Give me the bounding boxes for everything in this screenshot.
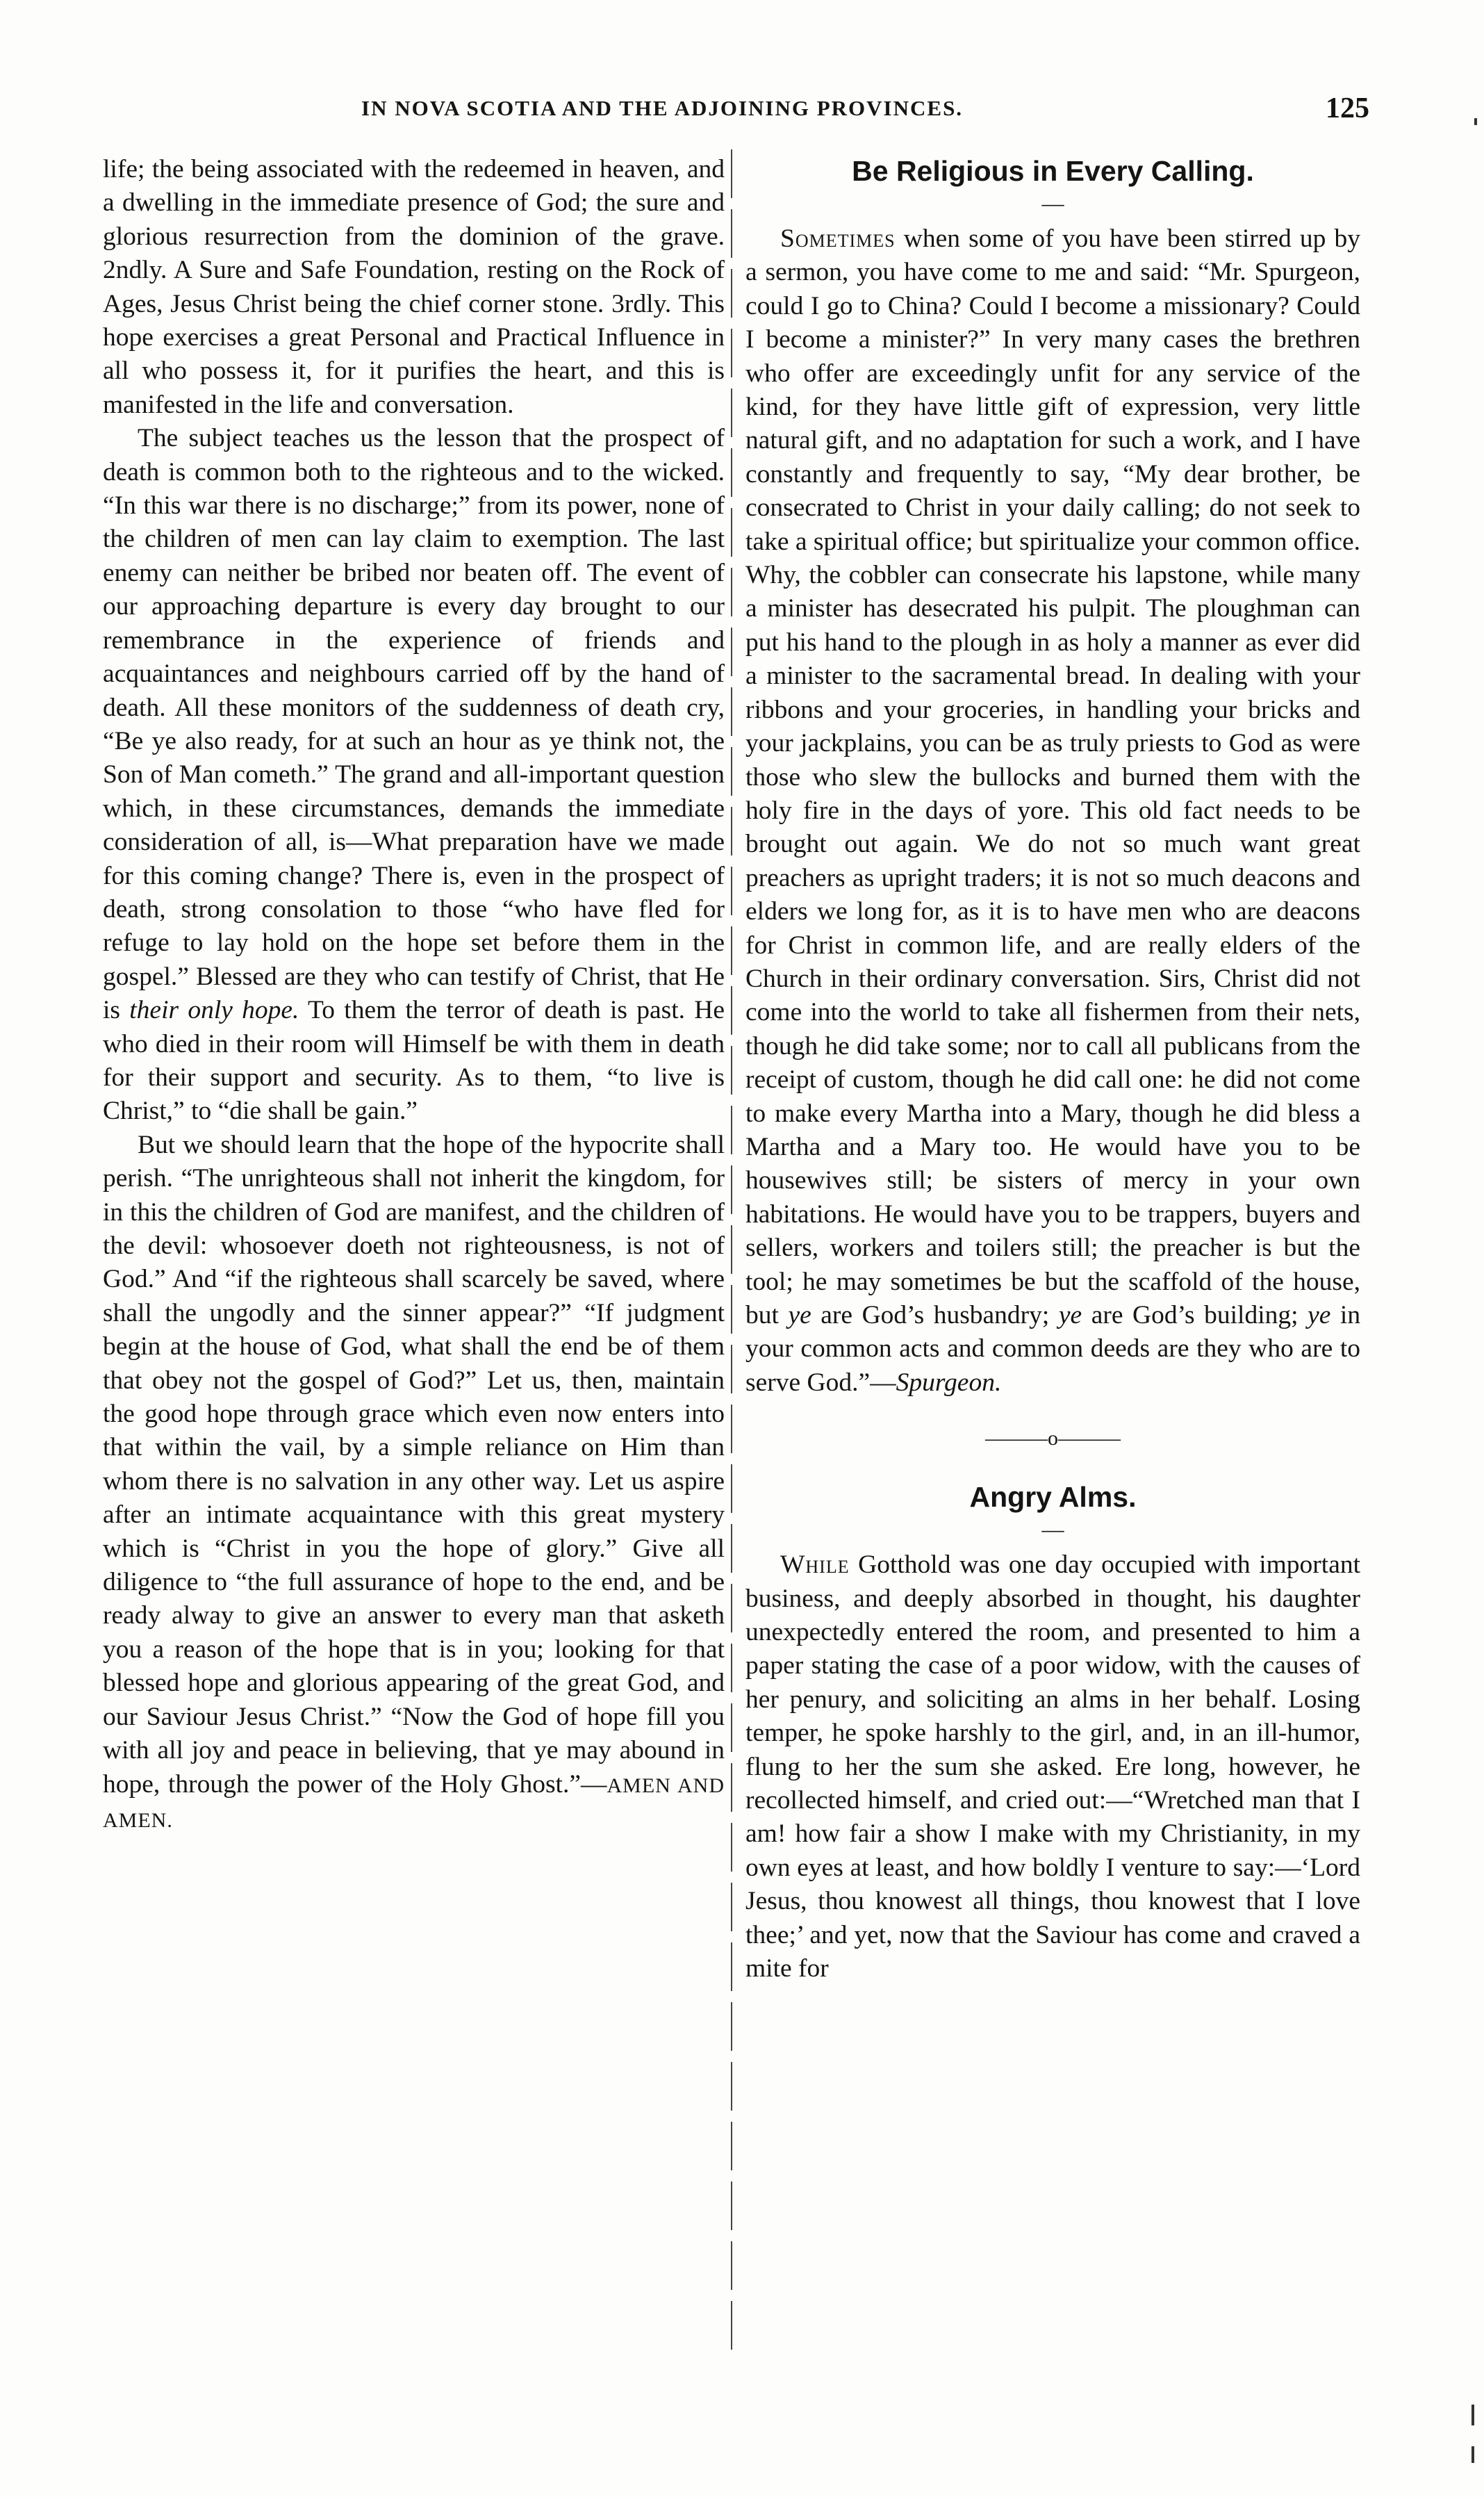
sermon-paragraph-2-emphasis: their only hope.: [129, 996, 299, 1025]
section-separator: ———o———: [985, 1427, 1121, 1450]
article-title-religious-calling: Be Religious in Every Calling.: [852, 155, 1254, 187]
article-body-text: Gotthold was one day occupied with important business, and deeply absorbed in thought, his daughter unexpectedly entered the room, and presented to him a paper stating the case of a poor widow, with the causes of her penury, and soliciting an alms in her behalf. Losing temper, he spoke harshly to the girl, and, in an ill-humor, flung to her the sum she asked. Ere long, however, he recollected himself, and cried out:—“Wretched man that I am! how fair a show I make with my Christianity, in my own eyes at least, and how boldly I venture to say:—‘Lord Jesus, thou knowest all things, thou knowest that I love thee;’ and yet, now that the Saviour has come and craved a mite for: [745, 1550, 1361, 1983]
running-head: [0, 92, 1484, 131]
title-dash: —: [1041, 1516, 1064, 1542]
article-body-text-2: are God’s husbandry;: [821, 1301, 1050, 1329]
article-lead-word: Sometimes: [780, 224, 896, 253]
article-body-text-4: in your common acts and common deeds are they who are to serve God.”—: [745, 1301, 1361, 1397]
right-column: [745, 153, 1360, 1986]
scan-speck: [1471, 2446, 1474, 2463]
column-divider: [731, 149, 732, 2352]
sermon-paragraph-3: [103, 1129, 725, 1838]
article-body-religious-calling: [745, 222, 1360, 1400]
scan-speck: [1474, 118, 1477, 125]
article-attribution: Spurgeon.: [896, 1368, 1002, 1397]
emphasis-ye: ye: [788, 1301, 811, 1329]
sermon-paragraph-2-text: The subject teaches us the lesson that the prospect of death is common both to the righteous and to the wicked. “In this war there is no discharge;” from its power, none of the children of men can lay claim to exemption. The last enemy can neither be bribed nor beaten off. The event of our approaching departure is every day brought to our remembrance in the experience of friends and acquaintances and neighbours carried off by the hand of death. All these monitors of the suddenness of death cry, “Be ye also ready, for at such an hour as ye think not, the Son of Man cometh.” The grand and all-important question which, in these circumstances, demands the immediate consideration of all, is—What preparation have we made for this coming change? There is, even in the prospect of death, strong consolation to those “who have fled for refuge to lay hold on the hope set before them in the gospel.” Blessed are they who can testify of Christ, that He is: [103, 424, 725, 1025]
sermon-paragraph-1: life; the being associated with the redeemed in heaven, and a dwelling in the immediate presence of God; the sure and glorious resurrection from the dominion of the grave. 2ndly. A Sure and Safe Foundation, resting on the Rock of Ages, Jesus Christ being the chief corner stone. 3rdly. This hope exercises a great Personal and Practical Influence in all who possess it, for it purifies the heart, and this is manifested in the life and conversation.: [103, 155, 725, 419]
article-body-angry-alms: [745, 1548, 1360, 1986]
left-column: [103, 153, 725, 1837]
emphasis-ye: ye: [1058, 1301, 1082, 1329]
article-lead-word: While: [780, 1550, 850, 1580]
page-number: 125: [1326, 92, 1369, 124]
article-body-text: when some of you have been stirred up by a sermon, you have come to me and said: “Mr. Spurgeon, could I go to China? Could I become a missionary? Could I become a minister?” In very many cases the brethren who offer are exceedingly unfit for any service of the kind, for they have little gift of expression, very little natural gift, and no adaptation for such a work, and I have constantly and frequently to say, “My dear brother, be consecrated to Christ in your daily calling; do not seek to take a spiritual office; but spiritualize your common office. Why, the cobbler can consecrate his lapstone, while many a minister has desecrated his pulpit. The ploughman can put his hand to the plough in as holy a manner as ever did a minister to the sacramental bread. In dealing with your ribbons and your groceries, in handling your bricks and your jackplains, you can be as truly priests to God as were those who slew the bullocks and burned them with the holy fire in the days of yore. This old fact needs to be brought out again. We do not so much want great preachers as upright traders; it is not so much deacons and elders we long for, as it is to have men who are deacons for Christ in common life, and are really elders of the Church in their ordinary conversation. Sirs, Christ did not come into the world to take all fishermen from their nets, though he did take some; nor to call all publicans from the receipt of custom, though he did call one: he did not come to make every Martha into a Mary, though he did bless a Martha and a Mary too. He would have you to be housewives still; be sisters of mercy in your own habitations. He would have you to be trappers, buyers and sellers, workers and toilers still; the preacher is but the tool; he may sometimes be but the scaffold of the house, but: [745, 224, 1360, 1329]
sermon-paragraph-2-tail: To them the terror of death is past. He who died in their room will Himself be with them in death for their support and security. As to them, “to live is Christ,” to “die shall be gain.”: [103, 996, 725, 1126]
title-dash: —: [1041, 190, 1064, 215]
running-title: IN NOVA SCOTIA AND THE ADJOINING PROVINCES.: [361, 96, 964, 120]
scan-speck: [1471, 2405, 1474, 2425]
article-title-angry-alms: Angry Alms.: [969, 1481, 1137, 1514]
sermon-signoff: AMEN AND AMEN.: [103, 1774, 725, 1832]
article-body-text-3: are God’s building;: [1091, 1301, 1298, 1329]
emphasis-ye: ye: [1308, 1301, 1331, 1329]
sermon-paragraph-3-text: But we should learn that the hope of the hypocrite shall perish. “The unrighteous shall not inherit the kingdom, for in this the children of God are manifest, and the children of the devil: whosoever doeth not righteousness, is not of God.” And “if the righteous shall scarcely be saved, where shall the ungodly and the sinner appear?” “If judgment begin at the house of God, what shall the end be of them that obey not the gospel of God?” Let us, then, maintain the good hope through grace which even now enters into that within the vail, by a simple reliance on Him than whom there is no salvation in any other way. Let us aspire after an intimate acquaintance with this great mystery which is “Christ in you the hope of glory.” Give all diligence to “the full assurance of hope to the end, and be ready alway to give an answer to every man that asketh you a reason of the hope that is in you; looking for that blessed hope and glorious appearing of the great God, and our Saviour Jesus Christ.” “Now the God of hope fill you with all joy and peace in believing, that ye may abound in hope, through the power of the Holy Ghost.”—: [103, 1130, 725, 1799]
sermon-paragraph-2: [103, 422, 725, 1129]
